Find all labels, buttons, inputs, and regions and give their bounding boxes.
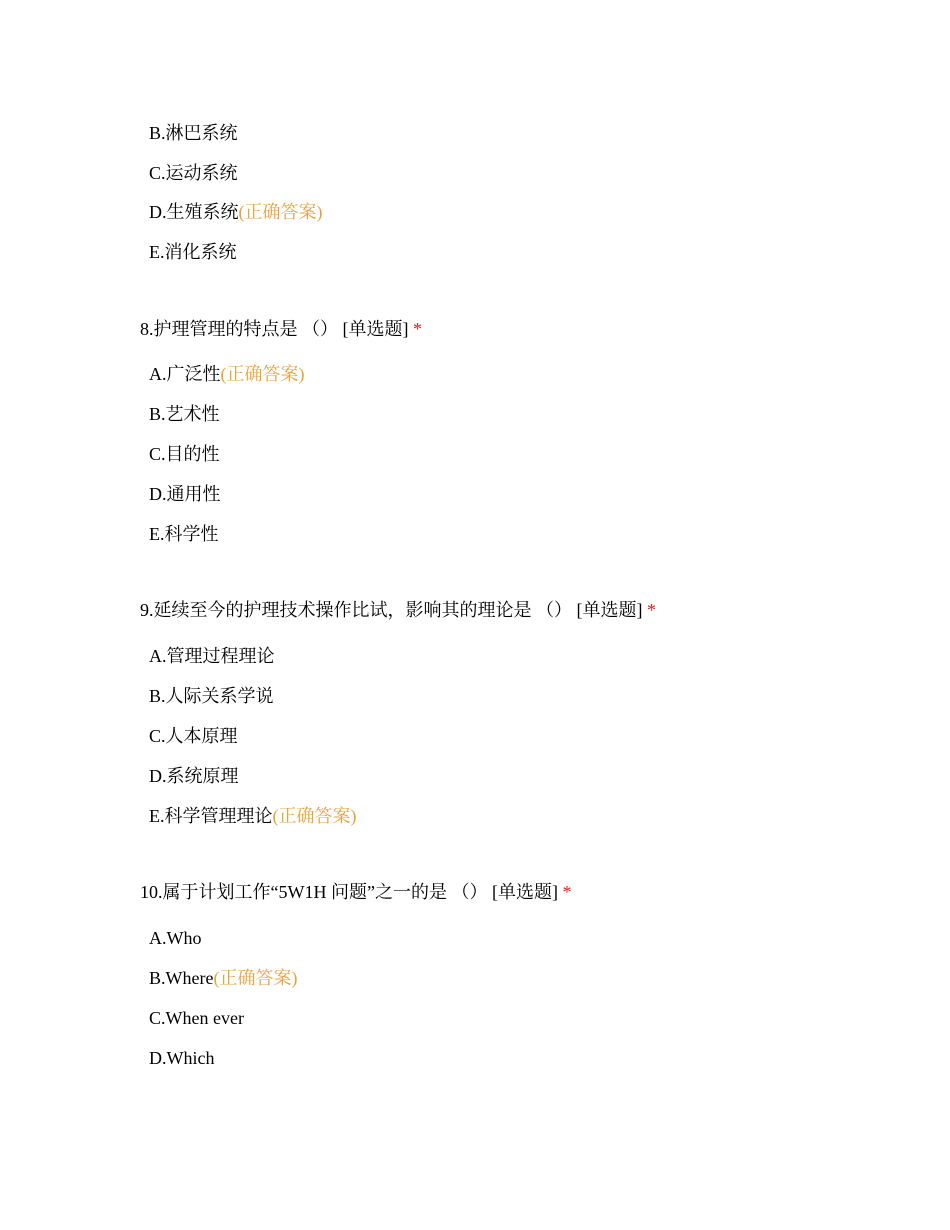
option-text: A.Who	[149, 928, 202, 948]
question-text: 9.延续至今的护理技术操作比试，影响其的理论是 （） [单选题]	[140, 600, 643, 620]
question-text: 8.护理管理的特点是 （） [单选题]	[140, 319, 409, 339]
option-text: E.科学管理理论	[149, 806, 273, 826]
option-text: D.系统原理	[149, 766, 239, 786]
option-text: B.人际关系学说	[149, 686, 274, 706]
question-8-title	[140, 318, 422, 340]
option-text: A.管理过程理论	[149, 646, 275, 666]
option-text: A.广泛性	[149, 364, 221, 384]
question-10-option-b	[149, 967, 297, 989]
option-text: B.艺术性	[149, 404, 220, 424]
correct-answer-label: (正确答案)	[238, 202, 323, 222]
question-8-option-a	[149, 363, 305, 385]
question-8-option-d	[149, 483, 221, 505]
question-10-option-a	[149, 927, 202, 949]
option-text: B.Where	[149, 968, 214, 988]
option-text: D.生殖系统	[149, 202, 239, 222]
option-text: E.科学性	[149, 524, 219, 544]
option-text: C.人本原理	[149, 726, 238, 746]
question-9-option-b	[149, 685, 274, 707]
question-9-title	[140, 599, 656, 621]
option-text: C.运动系统	[149, 163, 238, 183]
option-text: D.Which	[149, 1048, 215, 1068]
option-prev-d	[149, 201, 323, 223]
question-9-option-a	[149, 645, 275, 667]
question-10-option-d	[149, 1047, 214, 1069]
required-mark: *	[562, 882, 572, 902]
question-10-option-c	[149, 1007, 244, 1029]
option-text: B.淋巴系统	[149, 123, 238, 143]
question-10-title	[140, 881, 571, 903]
question-8-option-c	[149, 443, 220, 465]
option-text: C.When ever	[149, 1008, 244, 1028]
question-9-option-d	[149, 765, 239, 787]
question-8-option-b	[149, 403, 220, 425]
option-prev-b	[149, 122, 238, 144]
question-8-option-e	[149, 523, 219, 545]
correct-answer-label: (正确答案)	[272, 806, 357, 826]
question-9-option-c	[149, 725, 238, 747]
option-text: C.目的性	[149, 444, 220, 464]
required-mark: *	[647, 600, 656, 620]
question-text: 10.属于计划工作“5W1H 问题”之一的是 （） [单选题]	[140, 882, 558, 902]
correct-answer-label: (正确答案)	[220, 364, 305, 384]
option-prev-e	[149, 241, 237, 263]
correct-answer-label: (正确答案)	[213, 968, 298, 988]
option-text: D.通用性	[149, 484, 221, 504]
required-mark: *	[413, 319, 422, 339]
question-9-option-e	[149, 805, 357, 827]
option-prev-c	[149, 162, 238, 184]
option-text: E.消化系统	[149, 242, 237, 262]
